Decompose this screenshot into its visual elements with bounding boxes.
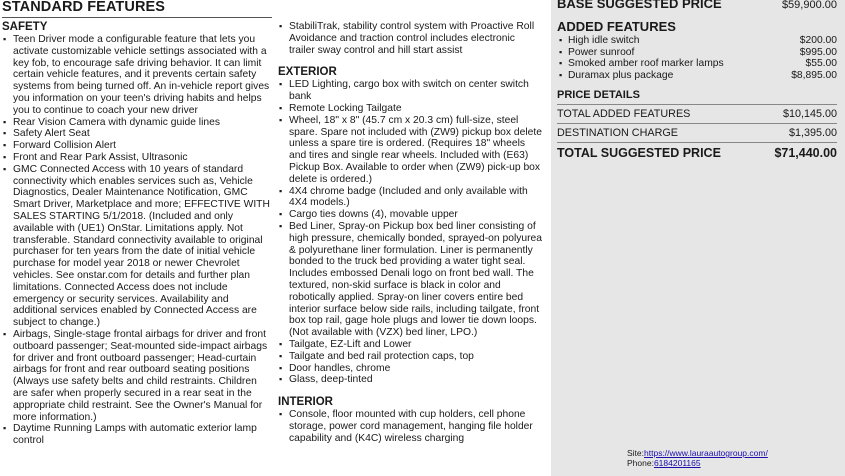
list-item: ▪ GMC Connected Access with 10 years of standard connectivity which enables services such as, Vehicle Diagnostics, Dealer Maintenance Notification, GMC Smart Driver, Marketplace and more; EFFECTIVE WITH SALES STARTING 5/1/2018. (Included and only available with (UE1) OnStar. Limitations apply. Not transferable. Standard connectivity available to original purchaser for ten years from the date of initial vehicle purchase for model year 2018 or newer Chevrolet vehicles. See onstar.com for details and further plan limitations. Connected Access does not include emergency or security services. Availability and additional services enabled by Connected Access are subject to change.) bbox=[2, 164, 272, 329]
added-feature-amount: $8,895.00 bbox=[791, 69, 837, 81]
interior-heading: INTERIOR bbox=[278, 396, 333, 409]
page-title: STANDARD FEATURES bbox=[2, 0, 166, 15]
destination-row bbox=[557, 127, 837, 140]
middle-column bbox=[278, 0, 543, 445]
destination-label: DESTINATION CHARGE bbox=[557, 127, 678, 139]
total-price-row bbox=[557, 146, 837, 161]
total-added-amount: $10,145.00 bbox=[782, 108, 837, 120]
total-price-label: TOTAL SUGGESTED PRICE bbox=[557, 146, 721, 160]
total-added-row bbox=[557, 108, 837, 121]
list-item: ▪ Front and Rear Park Assist, Ultrasonic bbox=[2, 152, 272, 164]
list-item: ▪ Console, floor mounted with cup holders, cell phone storage, power cord management, hanging file holder capability and (K4C) wireless charging bbox=[278, 409, 543, 444]
dealer-footer bbox=[627, 448, 768, 468]
site-link[interactable]: https://www.lauraautogroup.com/ bbox=[644, 448, 768, 458]
interior-section bbox=[278, 396, 543, 444]
list-item: ▪ Tailgate and bed rail protection caps, top bbox=[278, 351, 543, 363]
exterior-section bbox=[278, 66, 543, 386]
list-item: ▪ Wheel, 18" x 8" (45.7 cm x 20.3 cm) full-size, steel spare. Spare not included with (ZW9) pickup box delete unless a spare tire is ordered. (Requires 18" wheels and tires and single rear wheels. Included with (E63) Pickup Box. Available to order when (ZW9) pick-up box delete is ordered.) bbox=[278, 115, 543, 186]
list-item: ▪ Rear Vision Camera with dynamic guide lines bbox=[2, 117, 272, 129]
total-price-amount: $71,440.00 bbox=[774, 146, 837, 160]
total-added-rule bbox=[557, 123, 837, 124]
left-column bbox=[0, 0, 272, 447]
list-item: ▪ Tailgate, EZ-Lift and Lower bbox=[278, 339, 543, 351]
list-item: ▪ Airbags, Single-stage frontal airbags for driver and front outboard passenger; Seat-mounted side-impact airbags for driver and front outboard passenger; Head-curtain airbags for front and rear outboard seating positions (Always use safety belts and child restraints. Children are safer when properly secured in a rear seat in the appropriate child restraint. See the Owner's Manual for more information.) bbox=[2, 329, 272, 423]
pricing-panel bbox=[551, 0, 845, 476]
title-divider bbox=[2, 17, 272, 18]
added-feature-row bbox=[557, 35, 837, 47]
destination-rule bbox=[557, 142, 837, 143]
added-feature-row bbox=[557, 47, 837, 59]
phone-line bbox=[627, 458, 768, 468]
added-feature-row bbox=[557, 70, 837, 82]
price-details-rule bbox=[557, 104, 837, 105]
list-item: ▪ Door handles, chrome bbox=[278, 363, 543, 375]
exterior-heading: EXTERIOR bbox=[278, 66, 337, 79]
interior-list bbox=[278, 409, 543, 444]
list-item: ▪ Cargo ties downs (4), movable upper bbox=[278, 209, 543, 221]
list-item: ▪ LED Lighting, cargo box with switch on center switch bank bbox=[278, 79, 543, 103]
list-item: ▪ StabiliTrak, stability control system with Proactive Roll Avoidance and traction control includes electronic trailer sway control and hill start assist bbox=[278, 21, 543, 56]
list-item: ▪ Teen Driver mode a configurable feature that lets you activate customizable vehicle settings associated with a key fob, to encourage safe driving behavior. It can limit certain vehicle features, and it prevents certain safety systems from being turned off. An in-vehicle report gives you information on your teen's driving habits and helps you to continue to coach your new driver bbox=[2, 34, 272, 117]
site-line bbox=[627, 448, 768, 458]
base-price-row bbox=[557, 0, 837, 13]
list-item: ▪ 4X4 chrome badge (Included and only available with 4X4 models.) bbox=[278, 186, 543, 210]
price-details-heading: PRICE DETAILS bbox=[557, 89, 640, 101]
added-feature-label: ▪ Power sunroof bbox=[557, 47, 634, 59]
added-feature-label: ▪ High idle switch bbox=[557, 35, 640, 47]
safety-list bbox=[2, 34, 272, 447]
site-label: Site: bbox=[627, 448, 645, 458]
added-feature-row bbox=[557, 58, 837, 70]
list-item: ▪ Glass, deep-tinted bbox=[278, 374, 543, 386]
added-feature-label: ▪ Duramax plus package bbox=[557, 70, 673, 82]
added-feature-label: ▪ Smoked amber roof marker lamps bbox=[557, 58, 724, 70]
list-item: ▪ Safety Alert Seat bbox=[2, 128, 272, 140]
destination-amount: $1,395.00 bbox=[788, 127, 837, 139]
total-added-label: TOTAL ADDED FEATURES bbox=[557, 108, 691, 120]
phone-link[interactable]: 6184201165 bbox=[653, 458, 701, 468]
list-item: ▪ Bed Liner, Spray-on Pickup box bed liner consisting of high pressure, chemically bonded, sprayed-on polyurea & polyurethane liner formulation. Liner is permanently bonded to the truck bed providing a water tight seal. Includes embossed Denali logo on front bed wall. The textured, non-skid surface is black in color and robotically applied. Spray-on liner covers entire bed interior surface below side rails, including tailgate, front box top rail, gage hole plugs and lower tie down loops. (Not available with (VZX) bed liner, LPO.) bbox=[278, 221, 543, 339]
base-price-label: BASE SUGGESTED PRICE bbox=[557, 0, 722, 11]
exterior-list bbox=[278, 79, 543, 386]
safety-list-continued bbox=[278, 21, 543, 56]
added-feature-amount: $200.00 bbox=[799, 35, 837, 46]
list-item: ▪ Forward Collision Alert bbox=[2, 140, 272, 152]
safety-heading: SAFETY bbox=[2, 21, 48, 33]
phone-label: Phone: bbox=[627, 458, 654, 468]
list-item: ▪ Remote Locking Tailgate bbox=[278, 103, 543, 115]
added-feature-amount: $995.00 bbox=[799, 46, 837, 58]
base-price-amount: $59,900.00 bbox=[781, 0, 837, 11]
added-features-heading: ADDED FEATURES bbox=[557, 19, 676, 34]
added-feature-amount: $55.00 bbox=[805, 58, 837, 69]
list-item: ▪ Daytime Running Lamps with automatic exterior lamp control bbox=[2, 423, 272, 447]
